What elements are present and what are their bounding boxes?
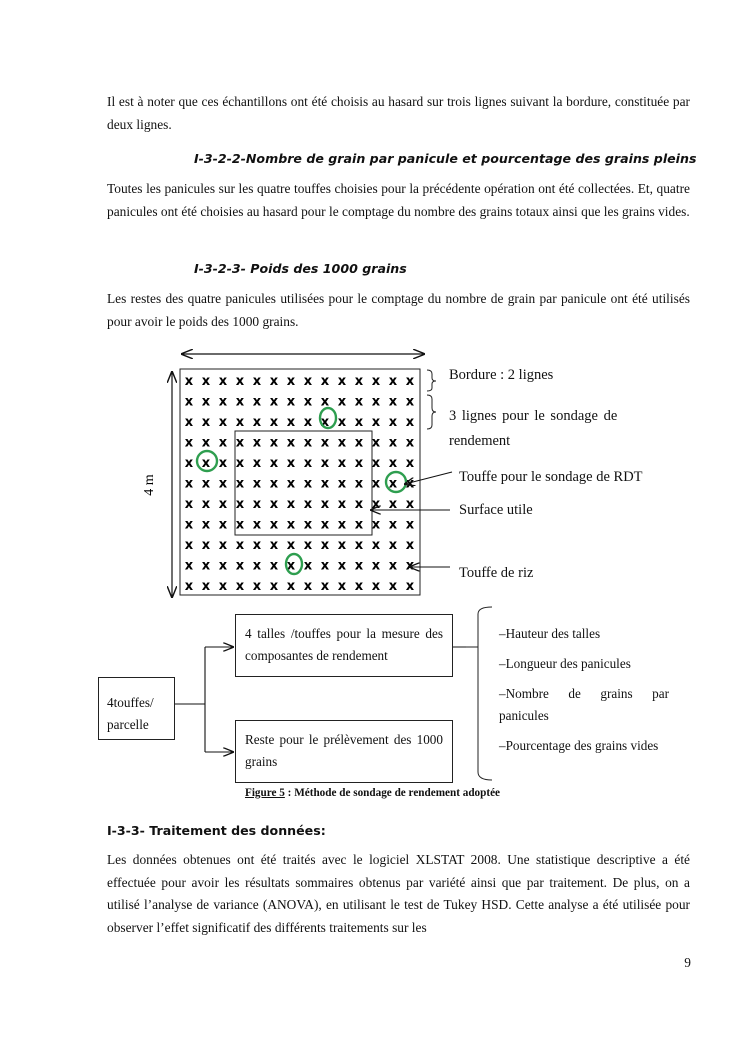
label-lignes-line1: 3 lignes pour le sondage de (449, 408, 618, 424)
plant-mark: x (286, 394, 296, 410)
plant-mark: x (388, 374, 398, 389)
bullet-hauteur: –Hauteur des talles (499, 626, 601, 641)
plant-mark: x (320, 538, 330, 553)
plant-mark: x (337, 517, 347, 533)
plant-mark: x (269, 456, 279, 471)
plant-mark: x (371, 538, 381, 553)
plant-mark: x (388, 558, 398, 574)
plant-mark: x (218, 415, 228, 430)
plant-mark: x (371, 579, 381, 594)
plant-mark: x (269, 517, 279, 533)
plant-mark: x (371, 517, 381, 533)
plant-mark: x (354, 374, 364, 389)
plant-mark: x (201, 538, 211, 553)
plant-mark: x (235, 558, 245, 574)
plant-mark: x (337, 476, 347, 492)
plant-mark: x (337, 394, 347, 410)
plant-mark: x (184, 435, 194, 451)
plant-mark: x (303, 435, 313, 451)
heading-grains-per-panicle: I-3-2-2-Nombre de grain par panicule et pourcentage des grains pleins (194, 151, 697, 166)
plant-mark: x (235, 579, 245, 594)
plant-mark: x (303, 415, 313, 430)
root-box: 4touffes/ parcelle (98, 677, 175, 740)
plant-mark: x (337, 538, 347, 553)
plant-mark: x (184, 579, 194, 594)
branch-bottom-box: Reste pour le prélèvement des 1000 grains (235, 720, 453, 783)
plant-mark: x (388, 456, 398, 471)
bullet-brace (466, 607, 492, 780)
plant-mark: x (218, 374, 228, 389)
heading-1000-grains: I-3-2-3- Poids des 1000 grains (194, 261, 407, 276)
plant-mark: x (388, 538, 398, 553)
paragraph-panicles: Toutes les panicules sur les quatre touffes choisies pour la précédente opération ont été collectées. Et, quatre panicules ont été choisies au hasard pour le comptage du nombre des grains totaux ainsi que les grains vides. (107, 181, 690, 219)
plant-mark: x (252, 435, 262, 451)
plant-mark: x (303, 538, 313, 553)
bullet-nombre: –Nombre de grains par panicules (499, 686, 669, 723)
plant-mark: x (320, 394, 330, 410)
plant-mark: x (388, 579, 398, 594)
plant-mark: x (320, 374, 330, 389)
plant-mark: x (303, 497, 313, 512)
plant-mark: x (235, 374, 245, 389)
plant-mark: x (320, 517, 330, 533)
plant-mark: x (320, 558, 330, 574)
plant-mark: x (184, 538, 194, 553)
branch-top-box: 4 talles /touffes pour la mesure des composantes de rendement (235, 614, 453, 677)
brace-lignes (427, 395, 436, 429)
plant-mark: x (201, 435, 211, 451)
plant-mark: x (354, 476, 364, 492)
plant-mark: x (252, 538, 262, 553)
plant-mark: x (405, 538, 415, 553)
plant-mark: x (286, 497, 296, 512)
plant-mark: x (269, 394, 279, 410)
plant-mark: x (269, 579, 279, 594)
plant-grid (185, 374, 415, 594)
plant-mark: x (405, 517, 415, 533)
plant-mark: x (320, 497, 330, 512)
plant-mark: x (201, 476, 211, 492)
bullet-longueur: –Longueur des panicules (499, 656, 631, 671)
plant-mark: x (371, 374, 381, 389)
plant-mark: x (184, 394, 194, 410)
plant-mark: x (388, 394, 398, 410)
plant-mark: x (303, 558, 313, 574)
plant-mark: x (371, 476, 381, 492)
plant-mark: x (405, 435, 415, 451)
plant-mark: x (252, 394, 262, 410)
figure-caption-text: : Méthode de sondage de rendement adoptée (284, 787, 501, 799)
plant-mark: x (201, 558, 211, 574)
plant-mark: x (218, 579, 228, 594)
label-bordure: Bordure : 2 lignes (449, 367, 554, 383)
plant-mark: x (371, 497, 381, 512)
plant-mark: x (286, 435, 296, 451)
plant-mark: x (286, 579, 296, 594)
plant-mark: x (405, 456, 415, 471)
plant-mark: x (252, 517, 262, 533)
plant-mark: x (354, 579, 364, 594)
plant-mark: x (405, 579, 415, 594)
plant-mark: x (354, 394, 364, 410)
plant-mark: x (337, 374, 347, 389)
plant-mark: x (405, 476, 415, 492)
plant-mark: x (388, 497, 398, 512)
plant-mark: x (184, 476, 194, 492)
plant-mark: x (235, 415, 245, 430)
plant-mark: x (184, 517, 194, 533)
plant-mark: x (235, 476, 245, 492)
plant-mark: x (286, 456, 296, 471)
plant-mark: x (303, 579, 313, 594)
plant-mark: x (252, 476, 262, 492)
plant-mark: x (405, 394, 415, 410)
paragraph-data-processing: Les données obtenues ont été traités avec le logiciel XLSTAT 2008. Une statistique descriptive a été effectuée pour avoir les résultats sommaires obtenus par variété ainsi que par traitement. De plus, on a utilisé l’analyse de variance (ANOVA), en utilisant le test de Tukey HSD. Cette analyse a été utilisée pour observer l’effet significatif des différents traitements sur les (107, 852, 690, 935)
plant-mark: x (388, 415, 398, 430)
figure-caption-label: Figure 5 (244, 787, 285, 799)
plant-mark: x (269, 374, 279, 389)
plant-mark: x (354, 435, 364, 451)
label-lignes-line2: rendement (449, 433, 511, 449)
plant-mark: x (354, 558, 364, 574)
plant-mark: x (337, 579, 347, 594)
plant-mark: x (201, 394, 211, 410)
plant-mark: x (218, 497, 228, 512)
plant-mark: x (286, 415, 296, 430)
plant-mark: x (303, 456, 313, 471)
label-touffe-rdt: Touffe pour le sondage de RDT (459, 469, 643, 485)
plant-mark: x (286, 374, 296, 389)
plant-mark: x (320, 415, 330, 430)
plant-mark: x (184, 415, 194, 430)
plant-mark: x (218, 394, 228, 410)
dimension-label: 4 m (142, 474, 157, 496)
plant-mark: x (388, 517, 398, 533)
plant-mark: x (320, 476, 330, 492)
plant-mark: x (269, 435, 279, 451)
plant-mark: x (354, 517, 364, 533)
plant-mark: x (218, 476, 228, 492)
plant-mark: x (184, 456, 194, 471)
plant-mark: x (286, 558, 296, 574)
heading-data-processing: I-3-3- Traitement des données: (107, 823, 326, 838)
plant-mark: x (354, 538, 364, 553)
plant-mark: x (371, 394, 381, 410)
plant-mark: x (184, 558, 194, 574)
plant-mark: x (184, 497, 194, 512)
plant-mark: x (303, 394, 313, 410)
plant-mark: x (252, 579, 262, 594)
plant-mark: x (201, 497, 211, 512)
page-number: 9 (684, 955, 691, 970)
plant-mark: x (252, 415, 262, 430)
plant-mark: x (201, 415, 211, 430)
plant-mark: x (371, 415, 381, 430)
plant-mark: x (269, 558, 279, 574)
figure-caption (0, 787, 745, 799)
plant-mark: x (201, 374, 211, 389)
plant-mark: x (371, 435, 381, 451)
plant-mark: x (286, 517, 296, 533)
plant-mark: x (337, 456, 347, 471)
plant-mark: x (235, 517, 245, 533)
plant-mark: x (354, 456, 364, 471)
plant-mark: x (235, 538, 245, 553)
plant-mark: x (388, 476, 398, 492)
plant-mark: x (235, 456, 245, 471)
plant-mark: x (405, 374, 415, 389)
plant-mark: x (337, 435, 347, 451)
plant-mark: x (303, 374, 313, 389)
plant-mark: x (337, 558, 347, 574)
plant-mark: x (218, 517, 228, 533)
plant-mark: x (405, 497, 415, 512)
plant-mark: x (252, 558, 262, 574)
bullet-pourcentage: –Pourcentage des grains vides (499, 738, 659, 753)
paragraph-intro: Il est à noter que ces échantillons ont été choisis au hasard sur trois lignes suivant la bordure, constituée par deux lignes. (107, 94, 690, 132)
plant-mark: x (201, 579, 211, 594)
plant-mark: x (320, 579, 330, 594)
plant-mark: x (252, 374, 262, 389)
plant-mark: x (218, 558, 228, 574)
plant-mark: x (269, 497, 279, 512)
plant-mark: x (218, 435, 228, 451)
plant-mark: x (286, 476, 296, 492)
plant-mark: x (235, 394, 245, 410)
plant-mark: x (252, 497, 262, 512)
plot-outline (180, 369, 420, 595)
label-surface-utile: Surface utile (459, 502, 533, 518)
plant-mark: x (320, 456, 330, 471)
plant-mark: x (269, 476, 279, 492)
plant-mark: x (218, 456, 228, 471)
plant-mark: x (354, 497, 364, 512)
label-touffe-riz: Touffe de riz (459, 565, 534, 581)
plant-mark: x (201, 517, 211, 533)
plant-mark: x (405, 415, 415, 430)
plant-mark: x (269, 538, 279, 553)
plant-mark: x (218, 538, 228, 553)
plant-mark: x (371, 456, 381, 471)
plant-mark: x (388, 435, 398, 451)
plant-mark: x (235, 497, 245, 512)
plant-mark: x (201, 456, 211, 471)
plant-mark: x (252, 456, 262, 471)
plant-mark: x (235, 435, 245, 451)
plant-mark: x (303, 517, 313, 533)
plant-mark: x (184, 374, 194, 389)
plant-mark: x (405, 558, 415, 574)
plant-mark: x (320, 435, 330, 451)
plant-mark: x (303, 476, 313, 492)
plant-mark: x (371, 558, 381, 574)
plant-mark: x (337, 497, 347, 512)
paragraph-1000-grains: Les restes des quatre panicules utilisées pour le comptage du nombre de grain par panicule ont été utilisés pour avoir le poids des 1000 grains. (107, 291, 690, 329)
plant-mark: x (269, 415, 279, 430)
brace-bordure (427, 370, 436, 391)
plant-mark: x (286, 538, 296, 553)
plant-mark: x (337, 415, 347, 430)
plant-mark: x (354, 415, 364, 430)
